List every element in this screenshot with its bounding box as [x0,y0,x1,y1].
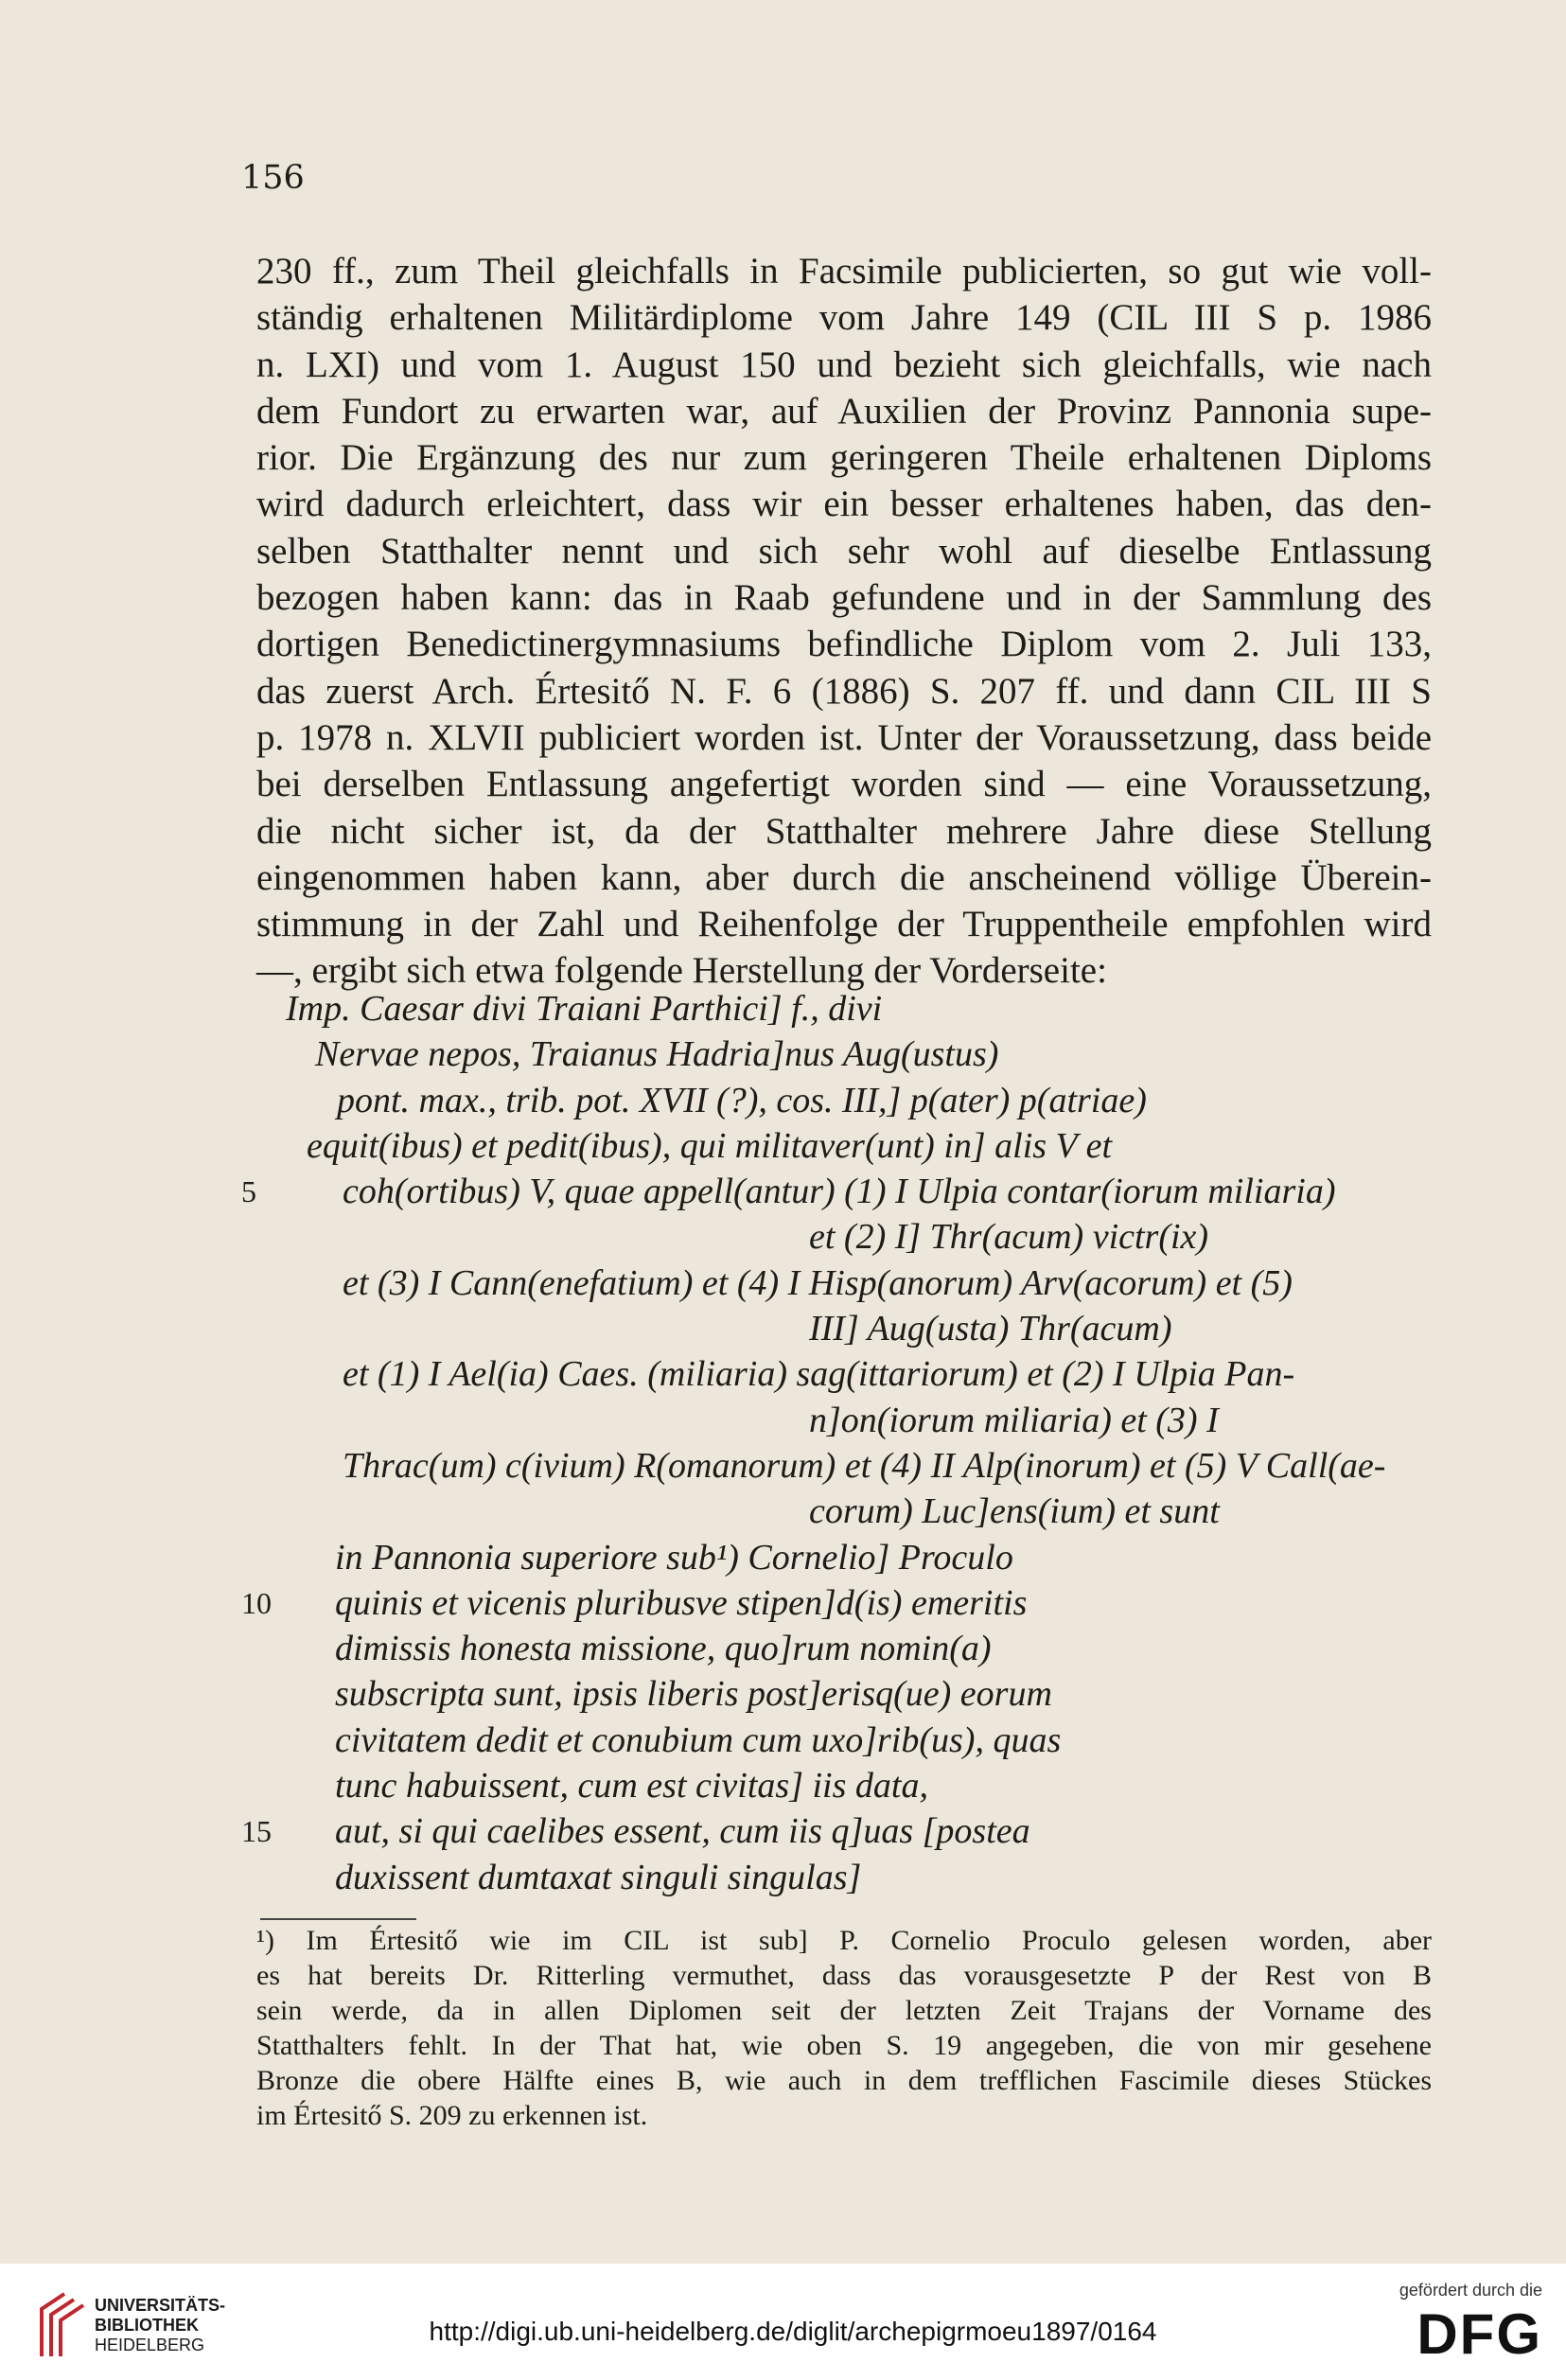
inscription-line-text: equit(ibus) et pedit(ibus), qui militaver(unt) in] alis V et [307,1125,1113,1166]
footnote-line: Bronze die obere Hälfte eines B, wie auch in dem trefflichen Fascimile dieses Stückes [256,2065,1432,2096]
inscription-line [0,1626,1566,1671]
library-name-line: HEIDELBERG [95,2336,205,2354]
inscription-line [0,1351,1566,1397]
inscription-line [0,1489,1566,1534]
inscription-line-text: coh(ortibus) V, quae appell(antur) (1) I Ulpia contar(iorum miliaria) [343,1172,1336,1212]
inscription-line-text: et (2) I] Thr(acum) victr(ix) [809,1217,1209,1258]
inscription-line-text: Nervae nepos, Traianus Hadria]nus Aug(ustus) [315,1034,999,1075]
body-line: p. 1978 n. XLVII publiciert worden ist. Unter der Voraussetzung, dass beide [256,716,1432,758]
inscription-line [0,1123,1566,1169]
inscription-line [0,1763,1566,1808]
inscription-line-text: III] Aug(usta) Thr(acum) [809,1309,1172,1349]
body-line: wird dadurch erleichtert, dass wir ein besser erhaltenes haben, das den- [256,484,1432,525]
library-name-line: UNIVERSITÄTS- [95,2296,226,2315]
body-line: eingenommen haben kann, aber durch die anscheinend völlige Überein- [256,856,1432,898]
body-line: selben Statthalter nennt und sich sehr wohl auf dieselbe Entlassung [256,530,1432,572]
inscription-line-text: n]on(iorum miliaria) et (3) I [809,1400,1219,1440]
body-line: 230 ff., zum Theil gleichfalls in Facsimile publicierten, so gut wie voll- [256,251,1432,291]
body-line: dortigen Benedictinergymnasiums befindliche Diplom vom 2. Juli 133, [256,624,1432,665]
body-line: ständig erhaltenen Militärdiplome vom Jahre 149 (CIL III S p. 1986 [256,297,1432,339]
library-name-line: BIBLIOTHEK [95,2316,199,2335]
inscription-line [0,1078,1566,1123]
footnote-rule [260,1918,416,1920]
inscription-line-text: Imp. Caesar divi Traiani Parthici] f., divi [286,989,883,1029]
inscription-line-text: corum) Luc]ens(ium) et sunt [809,1491,1220,1532]
inscription-line [0,1214,1566,1260]
page-number: 156 [241,159,305,197]
body-line: —, ergibt sich etwa folgende Herstellung der Vorderseite: [256,950,1107,992]
footnote-line: Statthalters fehlt. In der That hat, wie oben S. 19 angegeben, die von mir gesehene [256,2030,1432,2061]
funding-note: gefördert durch die [1399,2281,1542,2300]
inscription-line-text: dimissis honesta missione, quo]rum nomin(a) [335,1629,992,1669]
body-line: rior. Die Ergänzung des nur zum geringeren Theile erhaltenen Diploms [256,437,1432,479]
inscription-line [0,1718,1566,1763]
footnote [256,1923,1432,2133]
body-line: stimmung in der Zahl und Reihenfolge der Truppentheile empfohlen wird [256,904,1432,945]
inscription-line-text: duxissent dumtaxat singuli singulas] [335,1857,862,1897]
inscription-line-text: subscripta sunt, ipsis liberis post]erisq(ue) eorum [335,1674,1052,1715]
inscription-line-text: aut, si qui caelibes essent, cum iis q]uas [postea [335,1811,1030,1852]
inscription-line [0,1855,1566,1900]
body-line: n. LXI) und vom 1. August 150 und bezieht sich gleichfalls, wie nach [256,344,1432,385]
line-number: 5 [241,1174,256,1209]
inscription-line-text: et (3) I Cann(enefatium) et (4) I Hisp(anorum) Arv(acorum) et (5) [343,1262,1293,1303]
inscription-text [0,986,1566,1900]
footnote-line: es hat bereits Dr. Ritterling vermuthet, dass das vorausgesetzte P der Rest von B [256,1960,1432,1991]
body-line: bezogen haben kann: das in Raab gefundene und in der Sammlung des [256,577,1432,619]
body-line: das zuerst Arch. Értesitő N. F. 6 (1886) S. 207 ff. und dann CIL III S [256,670,1432,712]
footnote-line: ¹) Im Értesitő wie im CIL ist sub] P. Cornelio Proculo gelesen worden, aber [256,1925,1432,1956]
inscription-line-text: tunc habuissent, cum est civitas] iis data, [335,1766,928,1807]
line-number: 15 [241,1814,272,1849]
source-url-link[interactable]: http://digi.ub.uni-heidelberg.de/diglit/archepigrmoeu1897/0164 [429,2317,1157,2346]
body-line: dem Fundort zu erwarten war, auf Auxilien der Provinz Pannonia supe- [256,390,1432,432]
inscription-line [0,1261,1566,1306]
line-number: 10 [241,1585,272,1620]
dfg-logo: DFG [1416,2302,1542,2366]
inscription-line-text: civitatem dedit et conubium cum uxo]rib(us), quas [335,1719,1062,1760]
inscription-line [0,1580,1566,1626]
inscription-line-text: Thrac(um) c(ivium) R(omanorum) et (4) II Alp(inorum) et (5) V Call(ae- [343,1445,1386,1486]
inscription-line [0,1031,1566,1077]
library-name [95,2296,225,2355]
inscription-line [0,1398,1566,1443]
inscription-line [0,986,1566,1031]
body-line: die nicht sicher ist, da der Statthalter mehrere Jahre diese Stellung [256,810,1432,852]
library-logo-icon [36,2290,85,2358]
inscription-line [0,1535,1566,1580]
inscription-line [0,1808,1566,1854]
inscription-line [0,1671,1566,1717]
footnote-line: im Értesitő S. 209 zu erkennen ist. [256,2100,648,2131]
footnote-line: sein werde, da in allen Diplomen seit der letzten Zeit Trajans der Vorname des [256,1995,1432,2026]
inscription-line [0,1169,1566,1214]
inscription-line-text: et (1) I Ael(ia) Caes. (miliaria) sag(ittariorum) et (2) I Ulpia Pan- [343,1354,1295,1395]
inscription-line [0,1306,1566,1351]
body-text [256,248,1432,995]
inscription-line-text: quinis et vicenis pluribusve stipen]d(is) emeritis [335,1582,1028,1623]
body-line: bei derselben Entlassung angefertigt worden sind — eine Voraussetzung, [256,764,1432,805]
inscription-line-text: pont. max., trib. pot. XVII (?), cos. III,] p(ater) p(atriae) [337,1080,1147,1120]
inscription-line-text: in Pannonia superiore sub¹) Cornelio] Proculo [335,1537,1013,1578]
inscription-line [0,1443,1566,1489]
